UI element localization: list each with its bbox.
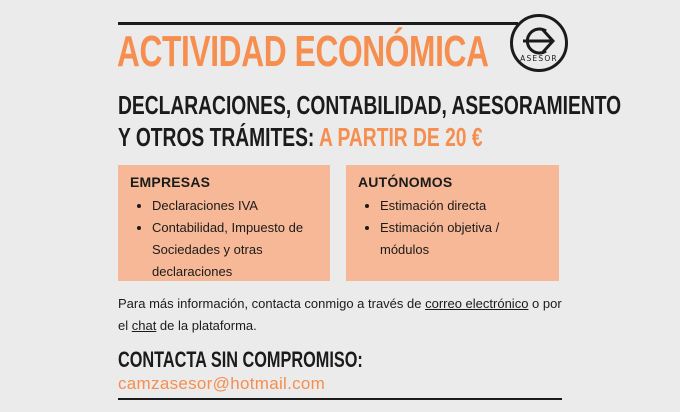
chat-link[interactable]: chat [131,318,157,333]
list-item: • Declaraciones IVA [152,195,320,217]
contact-email[interactable]: camzasesor@hotmail.com [118,374,326,393]
info-paragraph [118,293,568,337]
list-empresas [130,195,320,283]
card-autonomos [346,165,559,281]
top-divider [118,22,518,25]
asesor-logo [510,14,568,72]
list-item: • Estimación objetiva / módulos [380,217,549,261]
card-title-autonomos: AUTÓNOMOS [358,174,453,190]
list-autonomos [358,195,549,261]
list-item: • Estimación directa [380,195,549,217]
subheading-line1: DECLARACIONES, CONTABILIDAD, ASESORAMIENTO [118,90,622,120]
headline: ACTIVIDAD ECONÓMICA [117,27,489,76]
info-text: o por el [118,296,562,333]
email-link[interactable]: correo electrónico [425,296,529,311]
info-text: de la plataforma. [156,318,257,333]
bottom-divider [118,398,562,400]
subheading-line2 [118,124,483,150]
contact-title: CONTACTA SIN COMPROMISO: [118,347,363,372]
card-empresas [118,165,330,281]
info-text: Para más información, contacta conmigo a través de [118,296,426,311]
list-item: • Contabilidad, Impuesto de Sociedades y otras declaraciones [152,217,320,283]
subheading-prefix: Y OTROS TRÁMITES: [118,122,319,152]
card-title-empresas: EMPRESAS [130,174,211,190]
price-text: A PARTIR DE 20 € [318,122,483,152]
logo-text: ASESOR [520,54,558,63]
